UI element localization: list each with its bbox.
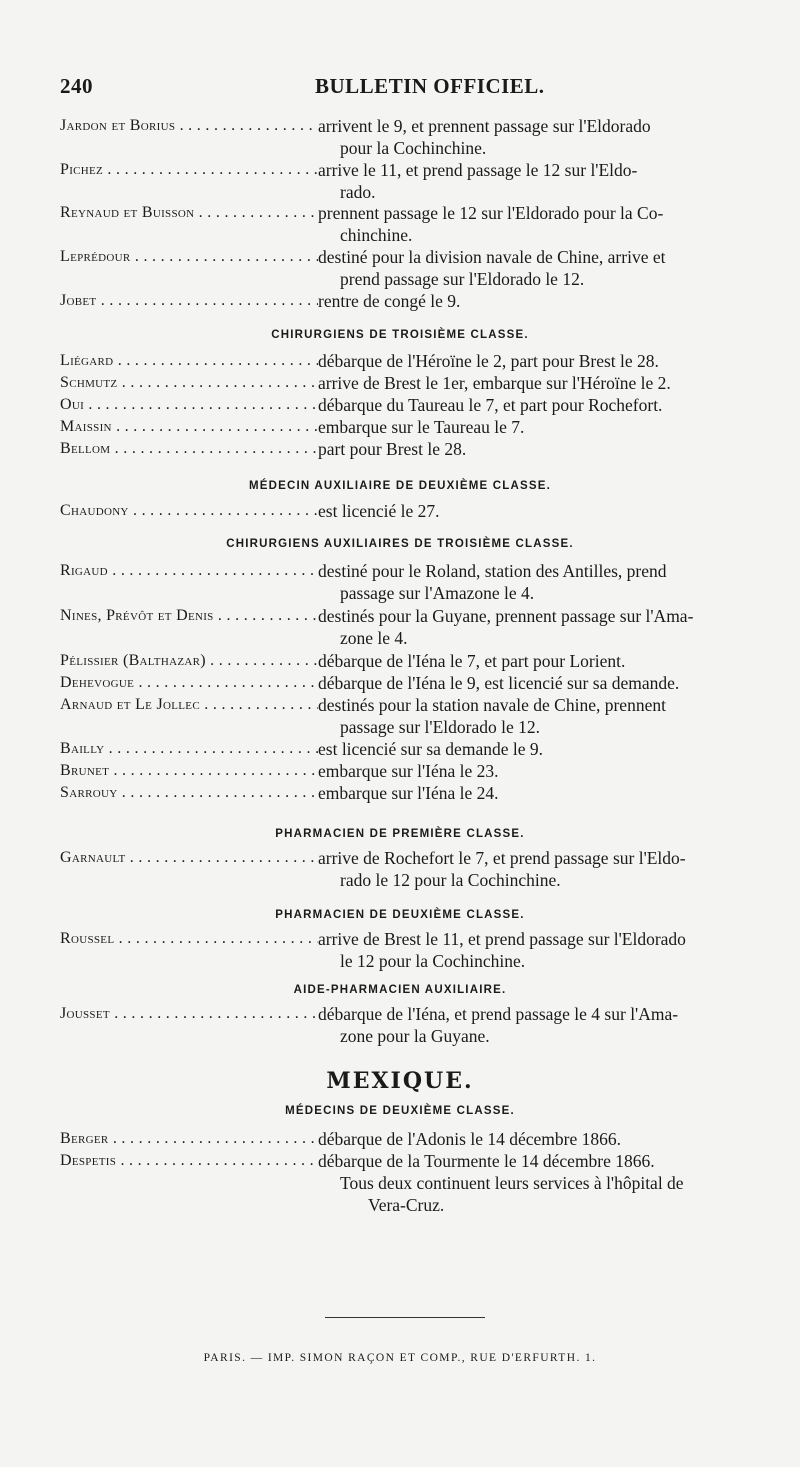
entry-description	[318, 290, 778, 312]
section-heading: AIDE-PHARMACIEN AUXILIAIRE.	[293, 984, 507, 996]
entry-line: Tous deux continuent leurs services à l'hôpital de	[340, 1173, 684, 1193]
entry-description	[318, 115, 778, 159]
entry-line: rado.	[340, 182, 376, 202]
entry-name: Berger . . .	[60, 1128, 318, 1150]
entry-description	[318, 246, 778, 290]
entry-description	[318, 159, 778, 203]
entry-line: destiné pour la division navale de Chine, arrive et	[318, 247, 666, 267]
page-header	[60, 74, 750, 106]
entry-description	[318, 1150, 778, 1216]
entry-name: Maissin . . .	[60, 416, 318, 438]
entry-name: Oui . . .	[60, 394, 318, 416]
entry-name: Garnault . . .	[60, 847, 318, 869]
entry-line: débarque de l'Iéna le 9, est licencié sur sa demande.	[318, 673, 680, 693]
footer-rule	[325, 1317, 485, 1318]
entry-description	[318, 372, 778, 394]
page-title: BULLETIN OFFICIEL.	[315, 74, 545, 98]
entry-name: Bailly . . .	[60, 738, 318, 760]
entry-name: Bellom . . .	[60, 438, 318, 460]
entry-line: arrive de Brest le 1er, embarque sur l'Héroïne le 2.	[318, 373, 671, 393]
entry-name: Pichez . . .	[60, 159, 318, 181]
entry-description	[318, 1003, 778, 1047]
entry-line: arrivent le 9, et prennent passage sur l'Eldorado	[318, 116, 651, 136]
entry-line: débarque de la Tourmente le 14 décembre 1866.	[318, 1151, 655, 1171]
entry-line: débarque de l'Iéna le 7, et part pour Lorient.	[318, 651, 626, 671]
entry-line: débarque de l'Adonis le 14 décembre 1866.	[318, 1129, 621, 1149]
entry-description	[318, 672, 778, 694]
entry-description	[318, 605, 778, 649]
entry-description	[318, 760, 778, 782]
entry-name: Jobet . . .	[60, 290, 318, 312]
entry-line: embarque sur l'Iéna le 24.	[318, 783, 499, 803]
entry-name: Sarrouy . . .	[60, 782, 318, 804]
entry-line: rentre de congé le 9.	[318, 291, 461, 311]
entry-name: Roussel . . .	[60, 928, 318, 950]
entry-line: zone pour la Guyane.	[340, 1026, 490, 1046]
entry-name: Schmutz . . .	[60, 372, 318, 394]
entry-name: Brunet . . .	[60, 760, 318, 782]
entry-line: pour la Cochinchine.	[340, 138, 487, 158]
entry-line: passage sur l'Amazone le 4.	[340, 583, 535, 603]
entry-line: chinchine.	[340, 225, 413, 245]
entry-description	[318, 438, 778, 460]
entry-description	[318, 738, 778, 760]
entry-line: est licencié le 27.	[318, 501, 440, 521]
section-heading: CHIRURGIENS DE TROISIÈME CLASSE.	[271, 329, 529, 341]
entry-line: zone le 4.	[340, 628, 408, 648]
entry-line: prend passage sur l'Eldorado le 12.	[340, 269, 585, 289]
entry-line: part pour Brest le 28.	[318, 439, 467, 459]
entry-name: Leprédour . . .	[60, 246, 318, 268]
entry-line: arrive de Brest le 11, et prend passage sur l'Eldorado	[318, 929, 686, 949]
entry-name: Pélissier (Balthazar) . . .	[60, 650, 318, 672]
entry-description	[318, 202, 778, 246]
entry-description	[318, 847, 778, 891]
entry-name: Reynaud et Buisson . . .	[60, 202, 318, 224]
section-heading: MÉDECIN AUXILIAIRE DE DEUXIÈME CLASSE.	[248, 480, 552, 492]
entry-description	[318, 416, 778, 438]
entry-line: embarque sur le Taureau le 7.	[318, 417, 525, 437]
entry-line: débarque de l'Iéna, et prend passage le 4 sur l'Ama-	[318, 1004, 679, 1024]
entry-line: embarque sur l'Iéna le 23.	[318, 761, 499, 781]
printer-imprint: PARIS. — IMP. SIMON RAÇON ET COMP., RUE D'ERFURTH. 1.	[203, 1352, 597, 1364]
entry-line: passage sur l'Eldorado le 12.	[340, 717, 540, 737]
entry-line: rado le 12 pour la Cochinchine.	[340, 870, 561, 890]
entry-name: Nines, Prévôt et Denis . . .	[60, 605, 318, 627]
entry-name: Chaudony . . .	[60, 500, 318, 522]
entry-line: prennent passage le 12 sur l'Eldorado pour la Co-	[318, 203, 664, 223]
entry-name: Dehevogue . . .	[60, 672, 318, 694]
entry-line: débarque de l'Héroïne le 2, part pour Brest le 28.	[318, 351, 659, 371]
entry-description	[318, 694, 778, 738]
entry-line: est licencié sur sa demande le 9.	[318, 739, 543, 759]
entry-line: débarque du Taureau le 7, et part pour Rochefort.	[318, 395, 663, 415]
entry-line: le 12 pour la Cochinchine.	[340, 951, 526, 971]
entry-description	[318, 928, 778, 972]
section-heading: PHARMACIEN DE DEUXIÈME CLASSE.	[275, 909, 525, 921]
entry-name: Liégard . . .	[60, 350, 318, 372]
section-heading: MÉDECINS DE DEUXIÈME CLASSE.	[285, 1105, 515, 1117]
entry-line: Vera-Cruz.	[368, 1195, 445, 1215]
entry-description	[318, 1128, 778, 1150]
entry-description	[318, 560, 778, 604]
entry-line: destinés pour la Guyane, prennent passage sur l'Ama-	[318, 606, 694, 626]
entry-description	[318, 500, 778, 522]
entry-line: arrive le 11, et prend passage le 12 sur l'Eldo-	[318, 160, 638, 180]
entry-name: Arnaud et Le Jollec . . .	[60, 694, 318, 716]
entry-line: destinés pour la station navale de Chine, prennent	[318, 695, 666, 715]
entry-name: Rigaud . . .	[60, 560, 318, 582]
entry-line: destiné pour le Roland, station des Antilles, prend	[318, 561, 667, 581]
section-heading: CHIRURGIENS AUXILIAIRES DE TROISIÈME CLASSE.	[226, 538, 574, 550]
entry-name: Jardon et Borius . . .	[60, 115, 318, 137]
page-number: 240	[60, 74, 93, 98]
entry-description	[318, 394, 778, 416]
entry-line: arrive de Rochefort le 7, et prend passage sur l'Eldo-	[318, 848, 686, 868]
entry-description	[318, 350, 778, 372]
entry-description	[318, 782, 778, 804]
region-heading: MEXIQUE.	[326, 1068, 474, 1094]
entry-name: Despetis . . .	[60, 1150, 318, 1172]
section-heading: PHARMACIEN DE PREMIÈRE CLASSE.	[275, 828, 525, 840]
entry-description	[318, 650, 778, 672]
entry-name: Jousset . . .	[60, 1003, 318, 1025]
